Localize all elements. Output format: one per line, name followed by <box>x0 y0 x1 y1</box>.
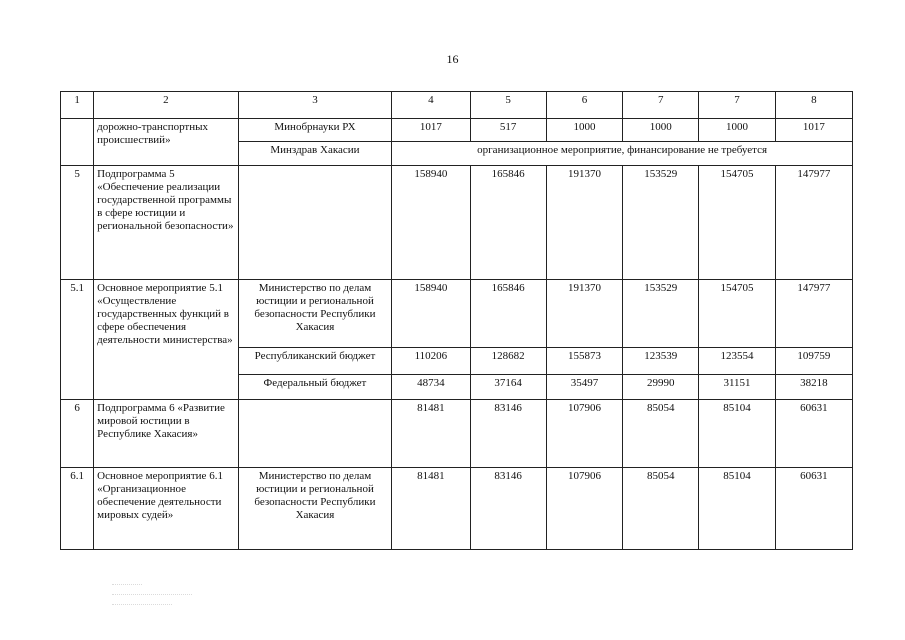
row-title: Подпрограмма 5 «Обеспечение реализации государственной программы в сфере юстиции и региональной безопасности» <box>94 166 239 280</box>
value-cell: 1000 <box>699 119 775 142</box>
value-cell: 83146 <box>470 468 546 550</box>
column-header: 6 <box>546 92 622 119</box>
page-number: 16 <box>446 52 459 66</box>
row-number: 5 <box>61 166 94 280</box>
row-number <box>61 119 94 166</box>
budget-table <box>60 91 853 550</box>
value-cell: 158940 <box>392 166 470 280</box>
agency-cell: Федеральный бюджет <box>238 375 392 400</box>
value-cell: 123554 <box>699 348 775 375</box>
agency-cell: Министерство по делам юстиции и региональной безопасности Республики Хакасия <box>238 468 392 550</box>
value-cell: 37164 <box>470 375 546 400</box>
value-cell: 165846 <box>470 166 546 280</box>
column-header: 7 <box>699 92 775 119</box>
value-cell: 81481 <box>392 468 470 550</box>
value-cell: 1000 <box>623 119 699 142</box>
agency-cell: Минобрнауки РХ <box>238 119 392 142</box>
agency-cell <box>238 400 392 468</box>
value-cell: 85104 <box>699 468 775 550</box>
value-cell: 38218 <box>775 375 852 400</box>
row-title: Подпрограмма 6 «Развитие мировой юстиции в Республике Хакасия» <box>94 400 239 468</box>
value-cell: 48734 <box>392 375 470 400</box>
value-cell: 128682 <box>470 348 546 375</box>
value-cell: 147977 <box>775 280 852 348</box>
column-header: 1 <box>61 92 94 119</box>
value-cell: 109759 <box>775 348 852 375</box>
value-cell: 155873 <box>546 348 622 375</box>
column-header: 5 <box>470 92 546 119</box>
note-cell: организационное мероприятие, финансирование не требуется <box>392 142 853 166</box>
value-cell: 147977 <box>775 166 852 280</box>
value-cell: 107906 <box>546 468 622 550</box>
table-row <box>61 119 853 142</box>
value-cell: 191370 <box>546 166 622 280</box>
value-cell: 107906 <box>546 400 622 468</box>
row-title: Основное мероприятие 6.1 «Организационное обеспечение деятельности мировых судей» <box>94 468 239 550</box>
value-cell: 1017 <box>392 119 470 142</box>
value-cell: 110206 <box>392 348 470 375</box>
header-row <box>61 92 853 119</box>
column-header: 3 <box>238 92 392 119</box>
table-row <box>61 468 853 550</box>
table-row <box>61 166 853 280</box>
value-cell: 158940 <box>392 280 470 348</box>
value-cell: 1017 <box>775 119 852 142</box>
row-title: дорожно-транспортных происшествий» <box>94 119 239 166</box>
value-cell: 81481 <box>392 400 470 468</box>
row-number: 6 <box>61 400 94 468</box>
value-cell: 29990 <box>623 375 699 400</box>
value-cell: 31151 <box>699 375 775 400</box>
value-cell: 153529 <box>623 280 699 348</box>
row-number: 6.1 <box>61 468 94 550</box>
value-cell: 85054 <box>623 400 699 468</box>
row-number: 5.1 <box>61 280 94 400</box>
value-cell: 165846 <box>470 280 546 348</box>
value-cell: 123539 <box>623 348 699 375</box>
value-cell: 153529 <box>623 166 699 280</box>
table-row <box>61 280 853 348</box>
value-cell: 60631 <box>775 468 852 550</box>
value-cell: 60631 <box>775 400 852 468</box>
column-header: 7 <box>623 92 699 119</box>
column-header: 8 <box>775 92 852 119</box>
value-cell: 83146 <box>470 400 546 468</box>
value-cell: 191370 <box>546 280 622 348</box>
table-row <box>61 400 853 468</box>
value-cell: 154705 <box>699 280 775 348</box>
value-cell: 85104 <box>699 400 775 468</box>
value-cell: 35497 <box>546 375 622 400</box>
agency-cell: Министерство по делам юстиции и региональной безопасности Республики Хакасия <box>238 280 392 348</box>
agency-cell: Минздрав Хакасии <box>238 142 392 166</box>
scan-artifact <box>112 584 222 624</box>
column-header: 4 <box>392 92 470 119</box>
row-title: Основное мероприятие 5.1 «Осуществление государственных функций в сфере обеспечения деятельности министерства» <box>94 280 239 400</box>
value-cell: 85054 <box>623 468 699 550</box>
agency-cell <box>238 166 392 280</box>
value-cell: 154705 <box>699 166 775 280</box>
value-cell: 517 <box>470 119 546 142</box>
column-header: 2 <box>94 92 239 119</box>
agency-cell: Республиканский бюджет <box>238 348 392 375</box>
value-cell: 1000 <box>546 119 622 142</box>
